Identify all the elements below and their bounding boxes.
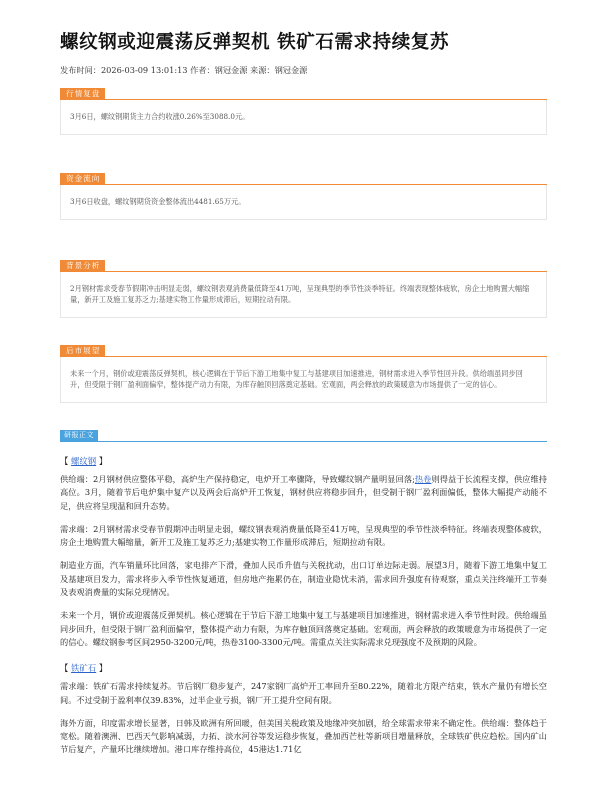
article-meta: 发布时间：2026-03-09 13:01:13 作者：钢冠金源 来源：钢冠金源 bbox=[60, 65, 308, 75]
iron-ore-link[interactable]: 铁矿石 bbox=[71, 663, 97, 674]
rebar-paragraph-outlook: 未来一个月，钢价或迎震荡反弹契机。核心逻辑在于节后下游工地集中复工与基建项目加速推进，钢材需求进入季节性时段。供给端虽同步回升，但受限于钢厂盈利面偏窄，整体提产动力有限，为库存触顶回落奠定基础。宏观面，两会释放的政策暖意为市场提供了一定的信心。螺纹钢参考区间2950-3200元/吨，热卷3100-3300元/吨。需重点关注实际需求兑现强度不及预期的风险。 bbox=[60, 610, 547, 647]
section-divider bbox=[60, 99, 547, 100]
section-tag: 行情复盘 bbox=[60, 88, 105, 100]
section-tag: 后市展望 bbox=[60, 345, 105, 357]
section-body bbox=[60, 357, 547, 403]
ore-paragraph-overseas: 海外方面，印度需求增长显著，日韩及欧洲有所回暖，但美国关税政策及地缘冲突加剧，给全球需求带来不确定性。供给端：整体趋于宽松。随着澳洲、巴西天气影响减弱，力拓、淡水河谷等发运稳步恢复，叠加西芒杜等新项目增量释放，全球铁矿供应趋松。国内矿山节后复产，产量环比继续增加。港口库存维持高位，45港达1.71亿 bbox=[60, 717, 547, 755]
category-rebar: 【 螺纹钢 】 bbox=[60, 456, 108, 466]
section-text: 3月6日收盘，螺纹钢期货资金整体流出4481.65万元。 bbox=[70, 197, 246, 206]
section-body bbox=[60, 100, 547, 135]
section-divider bbox=[60, 271, 547, 272]
section-divider bbox=[60, 184, 547, 185]
hot-coil-link[interactable]: 热卷 bbox=[414, 474, 432, 484]
rebar-paragraph-manufacturing: 制造业方面，汽车销量环比回落，家电排产下滑，叠加人民币升值与关税扰动，出口订单边际走弱。展望3月，随着下游工地集中复工及基建项目发力，需求将步入季节性恢复通道，但房地产拖累仍在，制造业隐忧未消，需求回升强度有待观察，重点关注终端开工节奏及表观消费量的实际兑现情况。 bbox=[60, 560, 547, 598]
paragraph-text: 则得益于长流程支撑，供应维持高位。3月，随着节后电炉集中复产以及两会后高炉开工恢复，钢材供应将稳步回升，但受制于钢厂盈利面偏低，整体大幅提产动能不足，供应将呈现温和回升态势。 bbox=[60, 474, 547, 511]
section-text: 2月钢材需求受春节假期冲击明显走弱，螺纹钢表观消费量低降至41万吨，呈现典型的季节性淡季特征。终端表现整体疲软，房企土地购置大幅缩量，新开工及施工复苏乏力;基建实物工作量形成滞后，短期拉动有限。 bbox=[70, 284, 530, 304]
rebar-paragraph-supply bbox=[60, 473, 547, 513]
section-text: 3月6日，螺纹钢期货主力合约收涨0.26%至3088.0元。 bbox=[70, 112, 250, 121]
research-body bbox=[60, 422, 547, 767]
rebar-paragraph-demand: 需求端：2月钢材需求受春节假期冲击明显走弱，螺纹钢表观消费量低降至41万吨，呈现典型的季节性淡季特征。终端表现整体疲软，房企土地购置大幅缩量，新开工及施工复苏乏力;基建实物工作量形成滞后，短期拉动有限。 bbox=[60, 523, 547, 548]
section-tag: 资金流向 bbox=[60, 173, 105, 185]
ore-paragraph-demand: 需求端：铁矿石需求持续复苏。节后钢厂稳步复产，247家钢厂高炉开工率回升至80.22%，随着北方限产结束，铁水产量仍有增长空间。不过受制于盈利率仅39.83%，过半企业亏损，钢厂开工提升空间有限。 bbox=[60, 681, 547, 705]
research-tag: 研报正文 bbox=[60, 430, 98, 441]
section-tag: 背景分析 bbox=[60, 260, 105, 272]
paragraph-text: 供给端：2月钢材供应整体平稳，高炉生产保持稳定，电炉开工率骤降，导致螺纹钢产量明显回落; bbox=[60, 474, 415, 484]
section-divider bbox=[60, 356, 547, 357]
section-market-review bbox=[60, 88, 547, 135]
section-outlook bbox=[60, 345, 547, 403]
section-text: 未来一个月，钢价或迎震荡反弹契机，核心逻辑在于节后下游工地集中复工与基建项目加速推进，钢材需求进入季节性回升段。供给端虽同步回升，但受限于钢厂盈利面偏窄，整体提产动力有限，为库存触顶回落奠定基础。宏观面，两会释放的政策暖意为市场提供了一定的信心。 bbox=[70, 369, 523, 389]
section-body bbox=[60, 272, 547, 318]
article-title: 螺纹钢或迎震荡反弹契机 铁矿石需求持续复苏 bbox=[60, 32, 450, 53]
section-body bbox=[60, 185, 547, 220]
rebar-link[interactable]: 螺纹钢 bbox=[71, 456, 97, 466]
section-background bbox=[60, 260, 547, 318]
category-iron-ore: 【 铁矿石 】 bbox=[60, 663, 108, 674]
research-divider bbox=[60, 441, 547, 442]
section-capital-flow bbox=[60, 173, 547, 220]
